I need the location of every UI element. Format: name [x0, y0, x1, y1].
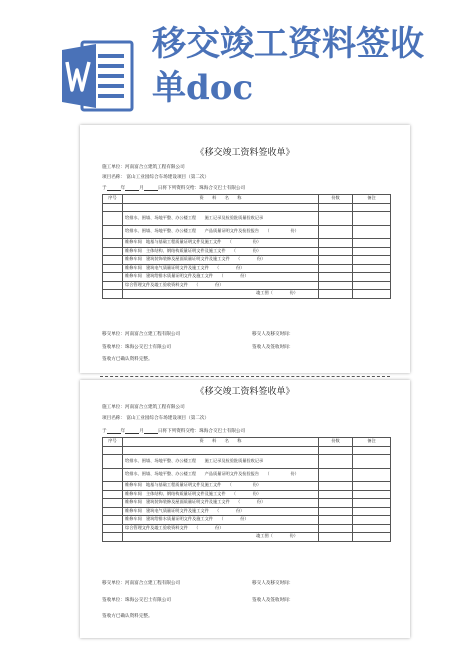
construction-unit: 施工单位：河南富合立建筑工程有限公司: [102, 405, 185, 410]
confirm-note: 签收方已确认资料完整。: [102, 614, 153, 619]
receive-line: 签收单位：珠海公交巴士有限公司 签收人及签收时间：: [102, 598, 294, 603]
table-row: 综合管理文件及竣工验收资料文件 （ 份）: [103, 281, 391, 290]
table-row: 维修车间 主体结构、钢结构质量证明文件及施工文件 （ 份）: [103, 247, 391, 256]
table-row: 维修车间 建筑电气质量证明文件及施工文件 （ 份）: [103, 507, 391, 516]
date-line: 于 年 月 日将下列资料交给：珠海合交巴士有限公司: [102, 186, 246, 191]
handover-line: 移交单位：河南富合立建工程有限公司 移交人及移交时间：: [102, 332, 294, 337]
title-line-1: 移交竣工资料签收: [152, 24, 424, 64]
table-row: 维修车间 建筑装饰装修及屋面质量证明文件及施工文件 （ 份）: [103, 256, 391, 265]
table-row: [103, 446, 391, 455]
table-row: 维修车间 地基与基础工程质量证明文件及施工文件 （ 份）: [103, 239, 391, 248]
title-line-2: 单doc: [152, 68, 254, 108]
date-line: 于 年 月 日将下列资料交给：珠海合交巴士有限公司: [102, 429, 246, 434]
table-row: 维修车间 地基与基础工程质量证明文件及施工文件 （ 份）: [103, 482, 391, 491]
construction-unit: 施工单位：河南富合立建筑工程有限公司: [102, 165, 185, 170]
table-row: [103, 203, 391, 212]
handover-line: 移交单位：河南富合立建工程有限公司 移交人及移交时间：: [102, 581, 294, 586]
table-row: 竣工图（ 份）: [103, 290, 391, 299]
form-title: 《移交竣工资料签收单》: [195, 387, 295, 397]
project-name: 项目名称： 富山工业园综合车场建设项目（第二次）: [102, 416, 210, 421]
word-document-icon: [62, 38, 134, 114]
project-name: 项目名称： 富山工业园综合车场建设项目（第二次）: [102, 175, 210, 180]
table-row: 维修车间 建筑电气质量证明文件及施工文件 （ 份）: [103, 264, 391, 273]
confirm-note: 签收方已确认资料完整。: [102, 357, 153, 362]
table-row: 维修车间 建筑装饰装修及屋面质量证明文件及施工文件 （ 份）: [103, 499, 391, 508]
table-row: 给排水、围墙、场地平整、办公楼工程 施工记录及检验批质量验收记录: [103, 455, 391, 469]
form-copy-2: [80, 380, 410, 638]
table-row: 竣工图（ 份）: [103, 533, 391, 542]
page-title: [152, 22, 462, 110]
table-row: 综合管理文件及竣工验收资料文件 （ 份）: [103, 524, 391, 533]
table-row: 给排水、围墙、场地平整、办公楼工程 产品质量证明文件及检验报告 （ 份）: [103, 468, 391, 482]
table-row: 维修车间 建筑给排水质量证明文件及施工文件 （ 份）: [103, 516, 391, 525]
material-table: [102, 437, 391, 542]
table-row: 给排水、围墙、场地平整、办公楼工程 施工记录及检验批质量验收记录: [103, 212, 391, 226]
form-title: 《移交竣工资料签收单》: [195, 148, 295, 158]
divider: [100, 376, 390, 377]
table-row: 给排水、围墙、场地平整、办公楼工程 产品质量证明文件及检验报告 （ 份）: [103, 225, 391, 239]
table-row: 维修车间 建筑给排水质量证明文件及施工文件 （ 份）: [103, 273, 391, 282]
material-table: [102, 194, 391, 299]
table-header: 序号 资 料 名 称 份数 备注: [103, 438, 391, 447]
receive-line: 签收单位：珠海公交巴士有限公司 签收人及签收时间：: [102, 345, 294, 350]
table-row: 维修车间 主体结构、钢结构质量证明文件及施工文件 （ 份）: [103, 490, 391, 499]
table-header: 序号 资 料 名 称 份数 备注: [103, 195, 391, 204]
form-copy-1: [80, 125, 410, 373]
